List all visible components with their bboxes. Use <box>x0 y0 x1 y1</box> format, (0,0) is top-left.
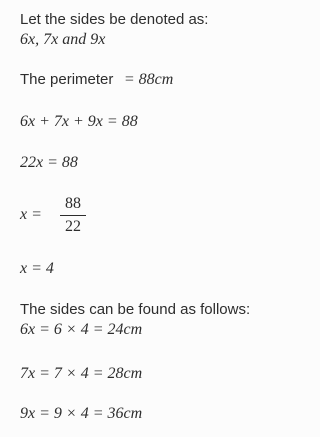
fraction-numerator: 88 <box>65 195 81 212</box>
perimeter-label: The perimeter <box>20 71 114 88</box>
fraction-bar <box>60 215 86 216</box>
side-9x: 9x = 9 × 4 = 36cm <box>20 405 143 422</box>
perimeter-statement <box>20 72 173 88</box>
fraction <box>60 196 86 235</box>
side-7x: 7x = 7 × 4 = 28cm <box>20 365 143 382</box>
intro-text: Let the sides be denoted as: <box>20 11 209 28</box>
equation-result: x = 4 <box>20 260 54 277</box>
equation-combined: 22x = 88 <box>20 154 78 171</box>
side-6x: 6x = 6 × 4 = 24cm <box>20 321 143 338</box>
fraction-denominator: 22 <box>65 218 81 235</box>
equation-sum: 6x + 7x + 9x = 88 <box>20 113 138 130</box>
equation-fraction-lhs: x = <box>20 206 42 223</box>
sides-expression: 6x, 7x and 9x <box>20 31 106 48</box>
perimeter-value: = 88cm <box>123 71 174 88</box>
sides-heading: The sides can be found as follows: <box>20 301 251 318</box>
